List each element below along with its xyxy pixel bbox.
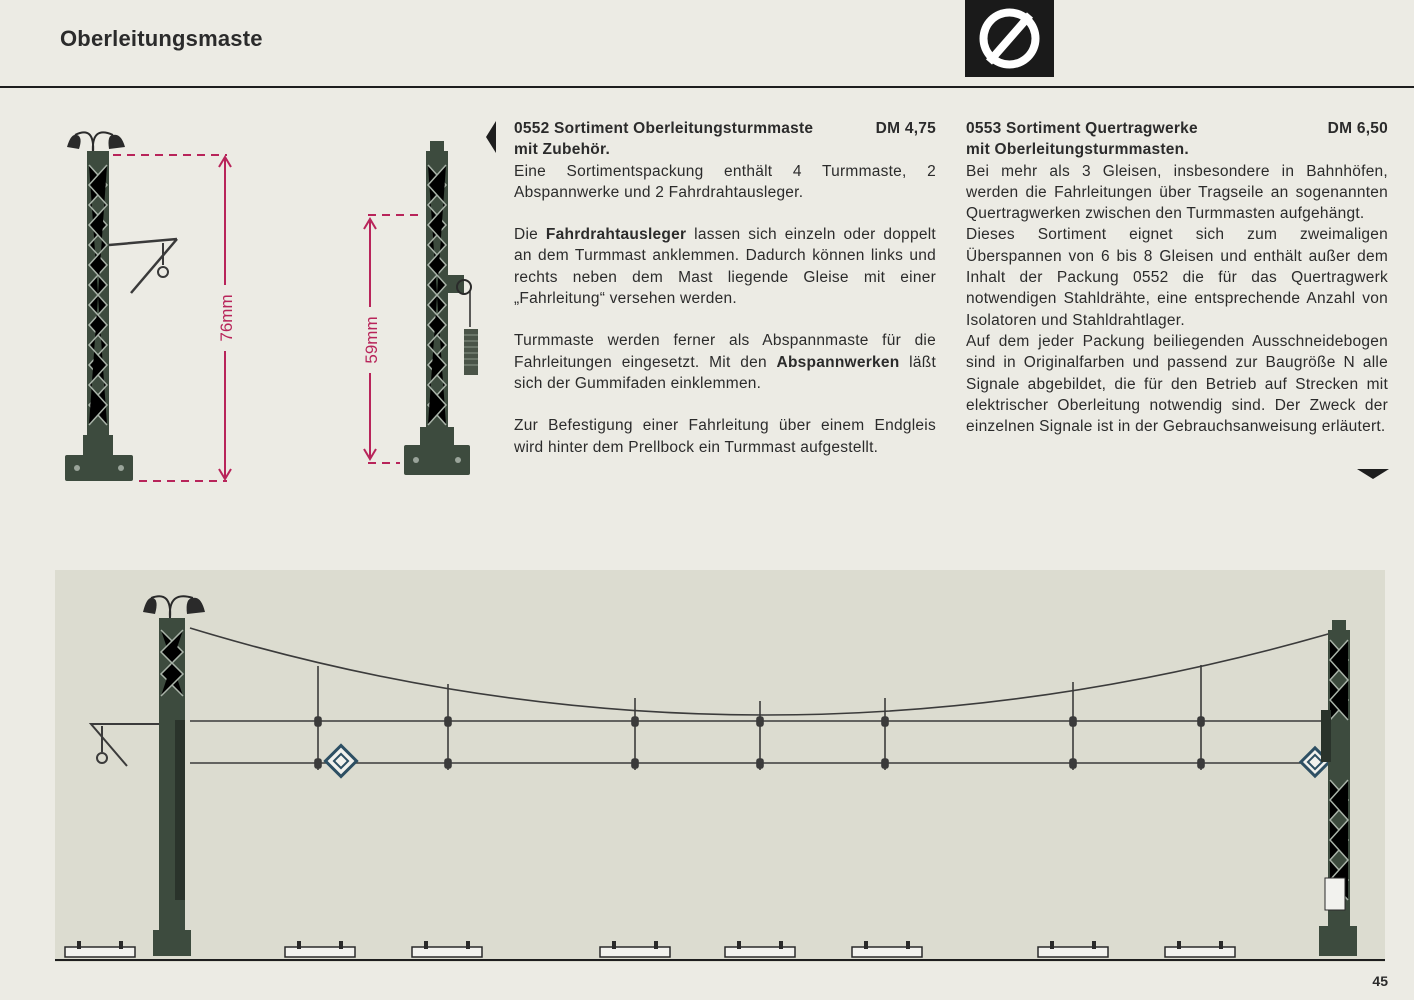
dimension-label-76mm: 76mm — [217, 294, 236, 342]
page-title: Oberleitungsmaste — [60, 26, 263, 51]
product-0552 — [514, 118, 936, 458]
product-paragraph: Zur Befestigung einer Fahrleitung über einem Endgleis wird hinter dem Prellbock ein Turmmast aufgestellt. — [514, 417, 936, 456]
product-heading — [514, 118, 936, 139]
product-subtitle: mit Oberleitungsturmmasten. — [966, 141, 1189, 159]
product-paragraph: Auf dem jeder Packung beiliegenden Ausschneidebogen sind in Originalfarben und passend zur Baugröße N alle Signale abgebildet, die für den Betrieb auf Strecken mit elektrischer Oberleitung notwendig sind. Der Zweck der einzelnen Signale ist in der Gebrauchsanweisung erläutert. — [966, 332, 1388, 436]
logo-icon — [965, 0, 1054, 77]
product-subtitle: mit Zubehör. — [514, 141, 610, 159]
header-rule — [0, 86, 1414, 88]
arrow-left-icon — [486, 121, 498, 153]
dimension-label-59mm: 59mm — [362, 316, 381, 364]
product-paragraph: Die Fahrdrahtausleger lassen sich einzeln oder doppelt an dem Turmmast anklemmen. Dadurch können links und rechts neben dem Mast liegende Gleise mit einer „Fahrleitung“ versehen werden. — [514, 226, 936, 308]
product-paragraph: Eine Sortimentspackung enthält 4 Turmmaste, 2 Abspannwerke und 2 Fahrdrahtausleger. — [514, 162, 936, 201]
product-paragraph: Dieses Sortiment eignet sich zum zweimaligen Überspannen von 6 bis 8 Gleisen und enthält außer dem Inhalt der Packung 0552 die für das Quertragwerk notwendigen Stahldrähte, eine entsprechende Anzahl von Isolatoren und Stahldrahtlager. — [966, 226, 1388, 329]
product-price: DM 6,50 — [1327, 120, 1388, 137]
mast-figure-59mm — [360, 135, 490, 485]
product-price: DM 4,75 — [875, 120, 936, 137]
product-title: 0553 Sortiment Quertragwerke — [966, 120, 1198, 137]
catenary-illustration — [55, 570, 1385, 962]
lamp-icon — [67, 132, 125, 153]
mast-figure-76mm — [55, 115, 245, 495]
page-number: 45 — [1372, 973, 1388, 989]
product-paragraph: Turmmaste werden ferner als Abspannmaste für die Fahrleitungen eingesetzt. Mit den Abspannwerken läßt sich der Gummifaden einklemmen. — [514, 332, 937, 392]
product-paragraph: Bei mehr als 3 Gleisen, insbesondere in Bahnhöfen, werden die Fahrleitungen über Tragseile an sogenannten Quertragwerken zwischen den Turmmasten aufgehängt. — [966, 162, 1388, 223]
product-title: 0552 Sortiment Oberleitungsturmmaste — [514, 120, 814, 137]
arrow-down-icon — [1357, 467, 1389, 479]
product-heading — [966, 118, 1388, 139]
product-0553 — [966, 118, 1388, 437]
